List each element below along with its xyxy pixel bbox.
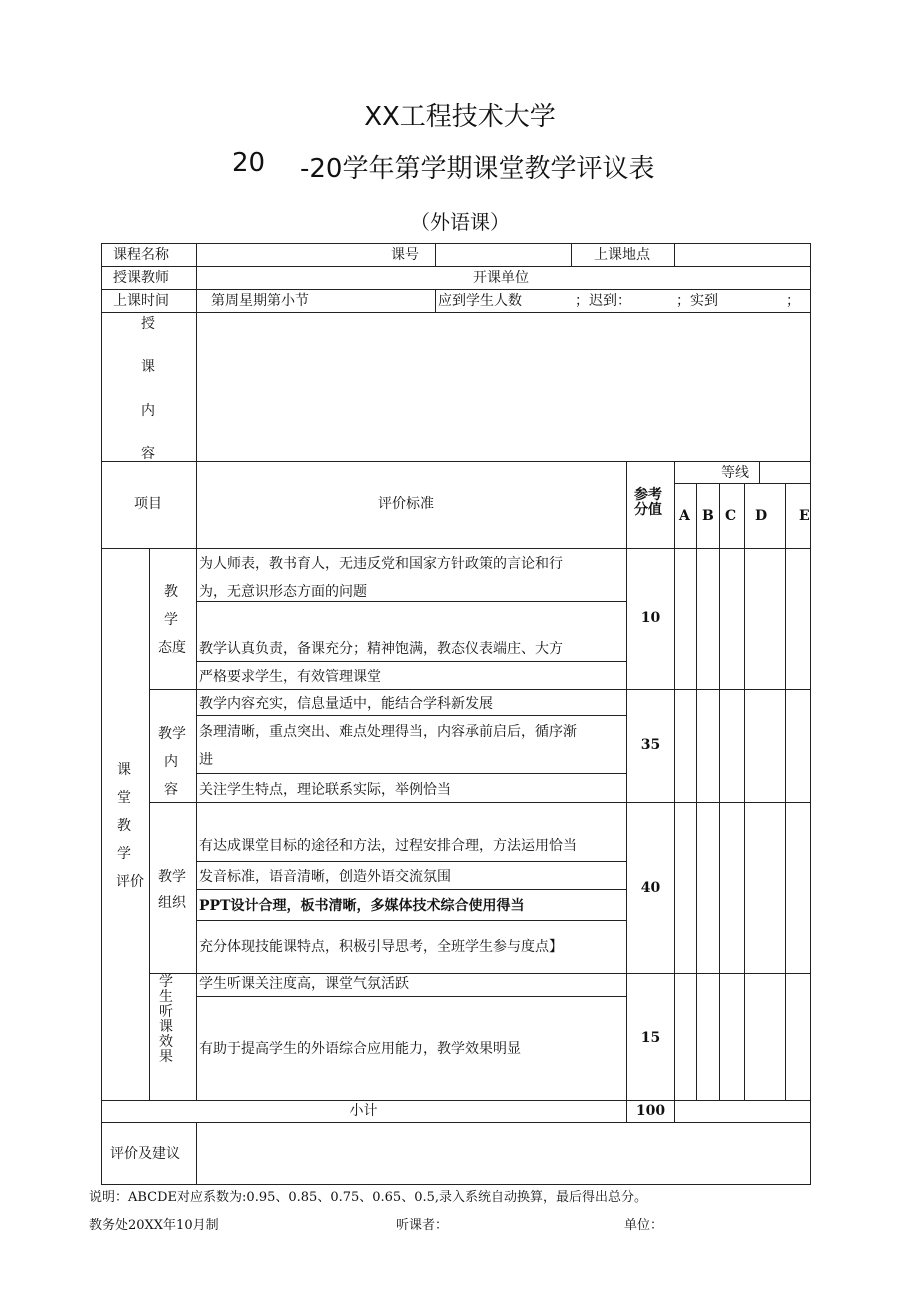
standard-header: 评价标准: [378, 496, 434, 512]
effect-line-2: 有助于提高学生的外语综合应用能力，教学效果明显: [199, 1041, 521, 1057]
unit-label: 开课单位: [473, 270, 529, 286]
attitude-line-3: 教学认真负责，备课充分；精神饱满，教态仪表端庄、大方: [199, 641, 563, 657]
content-line-1: 教学内容充实，信息量适中，能结合学科新发展: [199, 696, 493, 712]
organization-line-2: 发音标准，语音清晰，创造外语交流氛围: [199, 869, 451, 885]
item-header: 项目: [134, 496, 162, 512]
grade-c: C: [725, 508, 737, 524]
form-title-rest: -20学年第学期课堂教学评议表: [300, 154, 655, 184]
category-label-4: 学: [117, 846, 131, 862]
subtotal-label: 小计: [349, 1103, 378, 1119]
effect-line-1: 学生听课关注度高，课堂气氛活跃: [199, 976, 409, 992]
grade-e: E: [799, 508, 810, 524]
category-label-3: 教: [117, 818, 131, 834]
course-no-label: 课号: [391, 247, 419, 263]
students-due-label: 应到学生人数: [438, 293, 522, 309]
effect-label-4: 课: [159, 1019, 173, 1035]
organization-line-3: PPT设计合理，板书清晰，多媒体技术综合使用得当: [199, 898, 525, 914]
content-label-4: 容: [141, 446, 155, 462]
time-value: 第周星期第小节: [211, 293, 309, 309]
content-line-4: 关注学生特点，理论联系实际，举例恰当: [199, 782, 451, 798]
attitude-score: 10: [640, 610, 661, 626]
grade-b: B: [702, 508, 714, 524]
year-start: 20: [232, 148, 266, 178]
grade-header: 等线: [721, 465, 749, 481]
page-title: XX工程技术大学: [364, 102, 556, 132]
content-sec-label-2: 内: [164, 754, 178, 770]
course-type: （外语课）: [410, 210, 510, 234]
content-line-2: 条理清晰，重点突出、难点处理得当，内容承前启后，循序渐: [199, 724, 577, 740]
content-label-2: 课: [141, 359, 155, 375]
footer-listener: 听课者：: [396, 1218, 449, 1233]
footer-office: 教务处20XX年10月制: [89, 1218, 219, 1233]
organization-line-1: 有达成课堂目标的途径和方法，过程安排合理，方法运用恰当: [199, 838, 577, 854]
comments-label: 评价及建议: [110, 1146, 180, 1162]
form-title: [0, 148, 920, 182]
footer-unit: 单位：: [624, 1218, 664, 1233]
effect-label-6: 果: [159, 1049, 173, 1065]
category-label-5: 评价: [116, 874, 144, 890]
attitude-line-2: 为，无意识形态方面的问题: [199, 584, 367, 600]
organization-score: 40: [640, 880, 661, 896]
effect-label-5: 效: [159, 1034, 173, 1050]
attitude-label-1: 教: [164, 584, 178, 600]
content-label-3: 内: [141, 403, 155, 419]
actual-label: ；实到: [676, 293, 718, 309]
score-header: 参考分值: [634, 487, 662, 518]
subtotal-score: 100: [635, 1103, 666, 1119]
effect-label-2: 生: [159, 989, 173, 1005]
content-sec-label-1: 教学: [158, 726, 186, 742]
category-label-2: 堂: [117, 790, 131, 806]
grade-d: D: [755, 508, 768, 524]
coefficient-note: 说明：ABCDE对应系数为:0.95、0.85、0.75、0.65、0.5,录入系统自动换算，最后得出总分。: [89, 1190, 648, 1205]
organization-line-4: 充分体现技能课特点，积极引导思考，全班学生参与度点】: [199, 939, 563, 955]
time-label: 上课时间: [113, 293, 169, 309]
teacher-label: 授课教师: [113, 270, 169, 286]
effect-label-3: 听: [159, 1004, 173, 1020]
category-label-1: 课: [117, 762, 131, 778]
attitude-label-2: 学: [164, 612, 178, 628]
content-label-1: 授: [141, 316, 155, 332]
course-name-label: 课程名称: [113, 247, 169, 263]
effect-label-1: 学: [159, 974, 173, 990]
attitude-label-3: 态度: [158, 640, 186, 656]
attitude-line-4: 严格要求学生，有效管理课堂: [199, 669, 381, 685]
location-label: 上课地点: [594, 247, 650, 263]
organization-label-1: 教学: [158, 869, 186, 885]
attitude-line-1: 为人师表，教书育人，无违反党和国家方针政策的言论和行: [199, 556, 563, 572]
effect-score: 15: [640, 1030, 661, 1046]
grade-a: A: [679, 508, 690, 524]
evaluation-table: [101, 243, 811, 1185]
late-label: ；迟到：: [575, 293, 631, 309]
end-semicolon: ；: [786, 293, 800, 309]
organization-label-2: 组织: [158, 895, 186, 911]
content-line-3: 进: [199, 752, 213, 768]
content-sec-label-3: 容: [164, 782, 178, 798]
content-score: 35: [640, 737, 661, 753]
